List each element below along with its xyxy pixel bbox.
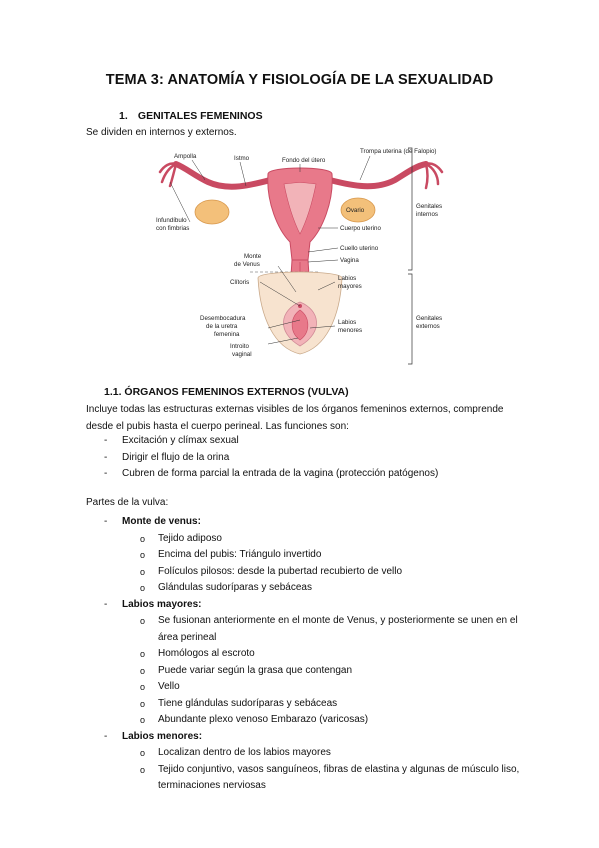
label-introito-2: vaginal	[232, 351, 252, 358]
label-monte-1: Monte	[244, 253, 262, 260]
label-internos-1: Genitales	[416, 203, 443, 210]
list-item: o Abundante plexo venoso Embarazo (varicosas)	[140, 714, 369, 725]
left-tube	[176, 164, 278, 187]
label-cuerpo: Cuerpo uterino	[340, 225, 381, 232]
label-trompa: Trompa uterina (de Falopio)	[360, 148, 437, 155]
label-istmo: Istmo	[234, 155, 250, 162]
list-item: o Tejido adiposo	[140, 532, 222, 544]
label-ampolla: Ampolla	[174, 153, 197, 160]
subsection-title: 1.1. ÓRGANOS FEMENINOS EXTERNOS (VULVA)	[104, 386, 349, 398]
label-infundibulo-2: con fimbrias	[156, 225, 190, 232]
parts-label: Partes de la vulva:	[86, 497, 169, 508]
label-uretra-2: de la uretra	[206, 323, 238, 330]
functions-list	[86, 433, 516, 483]
label-externos-1: Genitales	[416, 315, 443, 322]
externos-bracket	[408, 274, 412, 364]
label-mayores-2: mayores	[338, 283, 362, 290]
list-item: - Excitación y clímax sexual	[104, 435, 239, 446]
list-item: - Monte de venus:	[104, 516, 201, 527]
section-intro: Se dividen en internos y externos.	[86, 127, 237, 138]
list-item: o Encima del pubis: Triángulo invertido	[140, 549, 322, 560]
list-item: o Localizan dentro de los labios mayores	[140, 747, 331, 758]
vulva-parts-list	[86, 514, 526, 795]
label-menores-2: menores	[338, 327, 363, 334]
left-fimbriae	[160, 163, 176, 186]
list-item: - Cubren de forma parcial la entrada de la vagina (protección patógenos)	[104, 468, 439, 479]
label-mayores-1: Labios	[338, 275, 357, 282]
section-title: GENITALES FEMENINOS	[137, 110, 263, 122]
label-uretra-1: Desembocadura	[200, 315, 246, 322]
list-item: o Homólogos al escroto	[140, 648, 255, 659]
label-cuello: Cuello uterino	[340, 245, 379, 252]
right-tube	[322, 164, 426, 186]
left-ovary	[195, 200, 229, 224]
list-item: - Dirigir el flujo de la orina	[104, 451, 230, 463]
list-item: o Vello	[140, 681, 180, 692]
list-item: o Se fusionan anteriormente en el monte de Venus, y posteriormente se unen en el área perineal	[140, 615, 518, 643]
section-number: 1.	[119, 110, 128, 122]
label-externos-2: externos	[416, 323, 440, 330]
label-clitoris: Clítoris	[230, 279, 250, 286]
section-heading	[119, 110, 263, 122]
list-item: - Labios menores:	[104, 730, 203, 742]
label-introito-1: Introito	[230, 343, 249, 350]
list-item: - Labios mayores:	[104, 598, 202, 610]
label-monte-2: de Venus	[234, 261, 260, 268]
label-fondo: Fondo del útero	[282, 157, 326, 164]
list-item: o Glándulas sudoríparas y sebáceas	[140, 582, 312, 593]
label-infundibulo-1: Infundíbulo	[156, 217, 187, 224]
list-item: o Tiene glándulas sudoríparas y sebáceas	[140, 697, 338, 709]
label-ovario: Ovario	[346, 207, 365, 214]
label-menores-1: Labios	[338, 319, 357, 326]
page-title: TEMA 3: ANATOMÍA Y FISIOLOGÍA DE LA SEXUALIDAD	[105, 72, 494, 88]
subsection-paragraph: Incluye todas las estructuras externas visibles de los órganos femeninos externos, comprende desde el pubis hasta el cuerpo perineal. Las funciones son:	[86, 404, 504, 432]
label-vagina: Vagina	[340, 257, 359, 264]
label-uretra-3: femenina	[214, 331, 240, 338]
internos-bracket	[408, 148, 412, 270]
label-internos-2: internos	[416, 211, 439, 218]
right-fimbriae	[426, 163, 442, 188]
anatomy-figure	[150, 142, 450, 372]
list-item: o Tejido conjuntivo, vasos sanguíneos, fibras de elastina y algunas de músculo liso, terminaciones nerviosas	[140, 763, 520, 791]
list-item: o Folículos pilosos: desde la pubertad recubierto de vello	[140, 565, 403, 577]
list-item: o Puede variar según la grasa que contengan	[140, 664, 353, 676]
